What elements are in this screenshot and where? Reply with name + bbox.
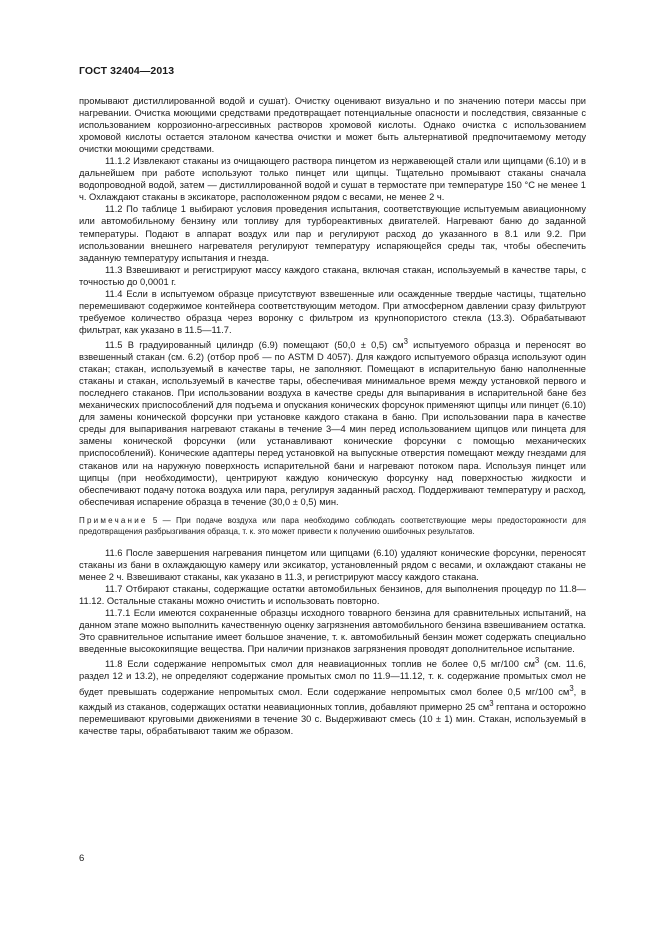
document-body bbox=[79, 95, 586, 737]
superscript-3: 3 bbox=[569, 683, 574, 693]
paragraph-11-1-2: 11.1.2 Извлекают стаканы из очищающего раствора пинцетом из нержавеющей стали или щипцами (6.10) и в дальнейшем при работе используют только пинцет или щипцы. Тщательно промывают стаканы сначала водопроводной водой, затем — дистиллированной водой и сушат в термостате при температуре 150 °С не менее 1 ч. Охлаждают стаканы в эксикаторе, расположенном рядом с весами, не менее 2 ч. bbox=[79, 156, 586, 203]
paragraph-11-5-rest: испытуемого образца и переносят во взвешенный стакан (см. 6.2) (отбор проб — по ASTM D 4057). Для каждого испытуемого образца используют один стакан; стакан, используемый в качестве тары, не заполняют. Помещают в испарительную баню наполненные стаканы и стакан, используемый в качестве тары, обеспечивая минимальное время между установкой первого и последнего стаканов. При использовании воздуха в качестве среды для выпаривания в испарительной бане без механических приспособлений для подъема и опускания конических форсунок применяют щипцы или пинцет (6.10) для замены конической форсунки при установке каждого стакана в баню. При использовании пара в качестве среды для выпаривания нагревают стаканы в течение 3—4 мин перед использованием щипцов или пинцета для замены конической форсунки (или устанавливают конические форсунки с помощью механических приспособлений). Конические адаптеры перед установкой на выпускные отверстия помещают между гнездами для стаканов или на наружную поверхность испарительной бани и нагревают потоком пара. Используя пинцет или щипцы (при необходимости), центрируют каждую коническую форсунку над поверхностью жидкости и обеспечивают подачу потока воздуха или пара, регулируя заданный расход. Поддерживают температуру и расход, обеспечивая испарение образца в течение (30,0 ± 0,5) мин. bbox=[79, 340, 586, 507]
standard-header: ГОСТ 32404—2013 bbox=[79, 65, 175, 77]
paragraph-11-8 bbox=[79, 655, 586, 737]
paragraph-11-5-start: 11.5 В градуированный цилиндр (6.9) помещают (50,0 ± 0,5) см bbox=[105, 340, 404, 351]
page-number: 6 bbox=[79, 853, 85, 864]
note-text: 5 — При подаче воздуха или пара необходимо соблюдать соответствующие меры предосторожности для предотвращения разбрызгивания образца, т. к. это может привести к получению ошибочных результатов. bbox=[79, 515, 586, 537]
paragraph-11-4: 11.4 Если в испытуемом образце присутствуют взвешенные или осажденные твердые частицы, тщательно перемешивают содержимое контейнера соответствующим методом. При атмосферном давлении сразу фильтруют требуемое количество образца через воронку с фильтром из крупнопористого стекла (13.3). Обрабатывают фильтрат, как указано в 11.5—11.7. bbox=[79, 288, 586, 335]
paragraph-11-2: 11.2 По таблице 1 выбирают условия проведения испытания, соответствующие испытуемым авиационному или автомобильному бензину или топливу для турбореактивных двигателей. Нагревают баню до заданной температуры. Подают в аппарат воздух или пар и регулируют расход до указанного в 8.1 или 9.2. При использовании внешнего нагревателя регулируют температуру испаряющейся среды так, чтобы обеспечить заданную температуру испытания и гнезда. bbox=[79, 204, 586, 263]
paragraph-11-7-1: 11.7.1 Если имеются сохраненные образцы исходного товарного бензина для сравнительных испытаний, на данном этапе можно выполнить качественную оценку загрязнения автомобильного бензина взвешиванием остатка. Это сравнительное испытание имеет большое значение, т. к. автомобильный бензин может содержать специально введенные высококипящие вещества. При наличии признаков загрязнения проводят дополнительное испытание. bbox=[79, 608, 586, 655]
paragraph-11-8-part-c: , в каждый из стаканов, содержащих остатки неавиационных топлив, добавляют примерно 25 см bbox=[79, 686, 587, 712]
superscript-3: 3 bbox=[489, 698, 494, 708]
paragraph-11-8-part-a: 11.8 Если содержание непромытых смол для неавиационных топлив не более 0,5 мг/100 см bbox=[105, 659, 535, 670]
paragraph-cleaning-continued: промывают дистиллированной водой и сушат). Очистку оценивают визуально и по значению потери массы при нагревании. Очистка моющими средствами предотвращает потенциальные опасности и последствия, связанные с использованием коррозионно-агрессивных растворов хромовой кислоты. Однако очистка с использованием хромовой кислоты остается эталоном качества очистки и может быть альтернативой предпочитаемому методу очистки моющими средствами. bbox=[79, 96, 586, 155]
paragraph-11-7: 11.7 Отбирают стаканы, содержащие остатки автомобильных бензинов, для выполнения процедур по 11.8—11.12. Остальные стаканы можно очистить и использовать повторно. bbox=[79, 584, 586, 607]
note-label: Примечание bbox=[79, 515, 148, 525]
superscript-3: 3 bbox=[403, 336, 408, 346]
paragraph-11-8-part-d: гептана и осторожно перемешивают круговыми движениями в течение 30 с. Выдерживают смесь (10 ± 1) мин. Стакан, используемый в качестве тары, обрабатывают таким же образом. bbox=[79, 701, 586, 736]
note-5 bbox=[79, 515, 586, 538]
paragraph-11-6: 11.6 После завершения нагревания пинцетом или щипцами (6.10) удаляют конические форсунки, переносят стаканы из бани в охлаждающую камеру или эксикатор, установленный рядом с весами, и охлаждают стаканы не менее 2 ч. Взвешивают стаканы, как указано в 11.3, и регистрируют массу каждого стакана. bbox=[79, 547, 586, 582]
paragraph-11-5 bbox=[79, 336, 586, 508]
superscript-3: 3 bbox=[534, 656, 540, 666]
paragraph-11-8-part-b: (см. 11.6, раздел 12 и 13.2), не определяют содержание промытых смол по 11.9—11.12, т. к. содержание промытых смол не будет превышать содержание непромытых смол. Если содержание непромытых смол более 0,5 мг/100 см bbox=[79, 659, 586, 697]
paragraph-11-3: 11.3 Взвешивают и регистрируют массу каждого стакана, включая стакан, используемый в качестве тары, с точностью до 0,0001 г. bbox=[79, 264, 586, 287]
